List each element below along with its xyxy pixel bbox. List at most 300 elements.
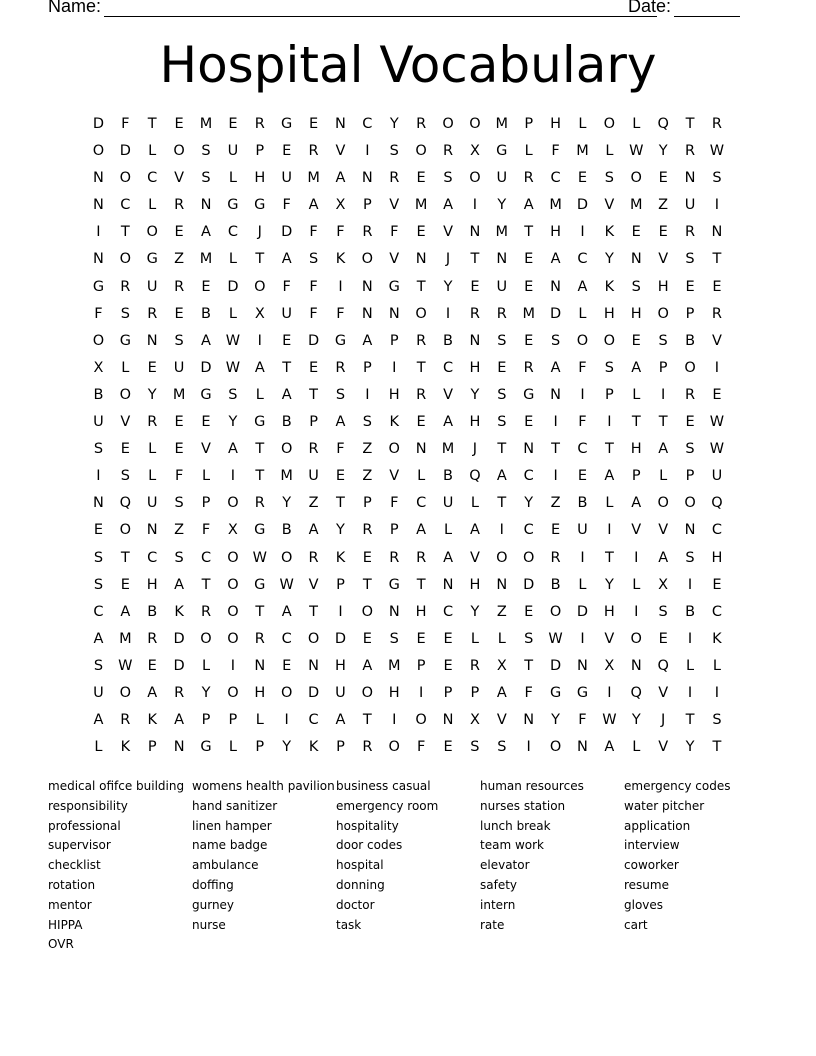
grid-letter: T [255,251,265,268]
grid-letter: E [147,359,157,376]
word-item: hospital [336,858,384,873]
grid-letter: F [282,278,291,295]
grid-letter: A [201,332,211,349]
word-item: doctor [336,897,375,912]
grid-letter: F [309,305,318,322]
grid-letter: U [496,170,508,187]
grid-letter: M [119,630,132,647]
grid-letter: E [416,630,426,647]
word-list [48,777,768,955]
word-item: supervisor [48,838,111,853]
grid-letter: I [687,630,693,647]
grid-letter: V [389,197,400,214]
grid-letter: I [499,522,504,539]
grid-letter: T [631,414,641,431]
word-item: OVR [48,937,74,952]
grid-letter: L [228,739,237,756]
grid-letter: A [147,684,158,701]
grid-row [85,382,730,409]
grid-letter: V [443,386,453,403]
grid-letter: M [199,251,213,268]
grid-letter: E [577,170,588,187]
grid-letter: S [497,414,507,431]
grid-letter: P [255,143,265,160]
grid-row [85,328,730,355]
grid-letter: F [201,522,211,539]
grid-letter: L [605,495,614,512]
grid-letter: R [711,116,722,132]
grid-letter: S [470,739,480,756]
grid-letter: C [711,603,722,620]
grid-letter: T [604,441,614,458]
grid-letter: F [390,495,399,512]
grid-letter: T [282,359,292,376]
grid-letter: C [200,549,212,566]
grid-letter: B [281,522,292,539]
grid-letter: Y [524,495,534,512]
grid-letter: L [632,386,641,403]
grid-letter: C [416,495,427,512]
grid-letter: N [684,522,696,539]
grid-letter: T [255,603,265,620]
grid-letter: P [362,359,372,376]
grid-letter: R [416,116,427,132]
grid-letter: S [389,143,399,160]
grid-letter: Y [497,197,507,214]
grid-letter: I [553,414,558,431]
grid-letter: U [227,143,239,160]
grid-letter: I [445,305,451,322]
grid-letter: N [93,197,104,214]
grid-letter: O [280,684,293,701]
grid-letter: G [146,251,158,268]
word-item: elevator [480,858,530,873]
grid-letter: R [147,305,158,322]
grid-letter: L [228,251,237,268]
grid-letter: S [712,170,722,187]
grid-letter: E [174,305,184,322]
grid-letter: A [335,414,346,431]
grid-letter: F [94,305,103,322]
grid-letter: S [201,143,211,160]
grid-letter: C [362,116,373,132]
grid-letter: B [577,495,588,512]
grid-letter: O [361,251,374,268]
word-item: water pitcher [624,798,705,813]
grid-letter: F [309,224,318,241]
grid-letter: S [604,170,614,187]
grid-letter: L [470,495,479,512]
grid-letter: C [93,603,104,620]
grid-letter: H [254,684,266,701]
word-item: application [624,818,691,833]
grid-letter: B [443,468,453,485]
grid-letter: D [307,684,320,701]
grid-letter: T [524,657,534,674]
grid-letter: Y [470,603,480,620]
grid-letter: N [684,170,696,187]
grid-letter: S [308,251,319,268]
grid-row [85,409,730,436]
grid-letter: R [254,495,265,512]
grid-letter: M [522,305,535,322]
grid-letter: R [711,305,722,322]
grid-row [85,599,730,626]
grid-letter: T [685,116,695,132]
grid-letter: X [469,712,480,729]
grid-letter: S [362,414,372,431]
name-label: Name: [48,0,102,16]
grid-letter: Y [147,386,157,403]
word-item: gurney [192,897,235,912]
grid-letter: L [417,468,426,485]
grid-letter: E [120,576,130,593]
grid-letter: O [119,386,132,403]
grid-letter: B [147,603,158,620]
grid-letter: T [255,468,265,485]
grid-letter: O [469,170,481,187]
grid-letter: I [365,386,370,403]
grid-letter: O [119,522,132,539]
grid-letter: H [711,549,723,566]
word-item: intern [480,897,516,912]
grid-letter: V [469,549,480,566]
grid-letter: T [201,576,211,593]
grid-letter: A [550,251,561,268]
grid-row [85,626,730,653]
grid-letter: V [604,630,615,647]
grid-letter: W [279,576,294,593]
grid-letter: M [549,197,562,214]
grid-letter: T [120,224,130,241]
grid-letter: A [362,657,373,674]
grid-letter: I [553,468,558,485]
grid-letter: L [255,712,264,729]
grid-letter: G [254,576,266,593]
grid-letter: N [335,116,346,132]
grid-letter: I [607,684,612,701]
grid-letter: A [227,441,238,458]
grid-letter: I [96,224,101,241]
grid-letter: U [442,495,454,512]
grid-letter: A [496,468,507,485]
grid-letter: Y [201,684,211,701]
grid-letter: A [604,739,615,756]
word-item: responsibility [48,798,128,813]
word-item: nurses station [480,798,566,813]
grid-letter: N [496,251,508,268]
grid-letter: Y [282,739,292,756]
grid-letter: G [200,739,212,756]
grid-letter: A [577,278,588,295]
grid-letter: A [443,414,453,431]
grid-letter: D [523,576,535,593]
grid-letter: E [362,549,372,566]
grid-letter: V [174,170,185,187]
grid-letter: N [630,251,642,268]
grid-letter: P [362,197,372,214]
grid-letter: R [308,143,319,160]
grid-letter: K [174,603,184,620]
grid-letter: F [174,468,184,485]
grid-letter: I [687,684,693,701]
grid-letter: H [550,116,562,132]
grid-letter: P [416,657,426,674]
grid-letter: T [712,739,722,756]
grid-letter: L [497,630,506,647]
grid-letter: A [120,603,131,620]
grid-letter: B [93,386,104,403]
grid-letter: U [173,359,185,376]
grid-letter: E [497,359,507,376]
grid-letter: C [577,441,588,458]
grid-letter: I [257,332,262,349]
grid-letter: A [281,386,292,403]
grid-letter: N [711,224,723,241]
date-field[interactable] [674,0,740,17]
grid-letter: S [443,170,453,187]
grid-letter: I [607,414,612,431]
grid-letter: S [335,386,346,403]
grid-letter: M [495,224,509,241]
grid-letter: R [416,549,427,566]
grid-letter: V [658,251,669,268]
grid-letter: E [524,251,534,268]
grid-letter: N [93,251,104,268]
grid-letter: F [578,712,587,729]
grid-letter: M [172,386,186,403]
word-item: emergency room [336,798,439,813]
word-item: interview [624,838,680,853]
grid-letter: A [335,712,346,729]
grid-letter: J [472,441,478,458]
grid-letter: L [632,739,641,756]
grid-letter: G [576,684,589,701]
grid-letter: B [685,332,696,349]
grid-letter: I [580,224,585,241]
grid-letter: O [173,143,185,160]
grid-letter: M [307,170,320,187]
grid-letter: P [336,739,345,756]
grid-letter: O [280,441,293,458]
grid-letter: V [631,522,642,539]
grid-letter: T [470,251,480,268]
grid-letter: M [199,116,213,132]
grid-letter: E [551,522,561,539]
grid-letter: N [577,739,588,756]
grid-letter: F [336,305,345,322]
grid-letter: N [361,278,373,295]
word-item: door codes [336,838,403,853]
grid-letter: N [630,657,642,674]
grid-letter: O [630,630,642,647]
grid-letter: S [389,630,399,647]
grid-letter: F [524,684,533,701]
grid-letter: A [362,332,373,349]
grid-letter: W [548,630,563,647]
grid-letter: O [227,495,239,512]
grid-letter: O [684,359,696,376]
grid-letter: P [685,305,695,322]
word-item: rotation [48,877,96,892]
grid-letter: E [524,332,534,349]
grid-letter: R [362,522,373,539]
grid-row [85,192,730,219]
grid-letter: S [497,386,507,403]
grid-letter: M [576,143,589,160]
grid-letter: R [550,549,561,566]
grid-letter: C [442,359,454,376]
grid-letter: O [388,739,400,756]
grid-letter: N [523,441,535,458]
grid-letter: L [228,170,237,187]
grid-letter: S [658,332,668,349]
grid-letter: E [443,657,453,674]
grid-letter: P [443,684,453,701]
grid-row [85,653,730,680]
grid-letter: Y [443,278,453,295]
grid-letter: Z [308,495,319,512]
grid-letter: T [255,441,265,458]
grid-letter: P [658,359,668,376]
grid-letter: B [550,576,561,593]
grid-letter: U [281,305,292,322]
grid-letter: S [497,739,507,756]
grid-letter: R [174,197,185,214]
grid-letter: C [147,170,158,187]
name-field[interactable] [104,0,657,17]
grid-row [85,436,730,463]
grid-letter: J [257,224,262,241]
grid-letter: I [661,386,666,403]
grid-letter: U [281,170,292,187]
grid-letter: T [685,712,695,729]
grid-letter: A [523,197,534,214]
grid-letter: T [416,359,426,376]
grid-letter: N [415,441,427,458]
grid-letter: L [578,116,587,132]
grid-letter: P [309,414,318,431]
word-column [480,777,624,955]
grid-letter: N [388,305,400,322]
grid-letter: R [174,684,185,701]
grid-letter: O [415,712,427,729]
grid-letter: E [282,332,292,349]
word-item: resume [624,877,669,892]
grid-letter: N [469,332,481,349]
grid-letter: X [254,305,265,322]
grid-letter: A [496,684,507,701]
grid-letter: R [308,441,319,458]
grid-row [85,274,730,301]
grid-letter: I [634,549,639,566]
grid-letter: L [148,468,157,485]
grid-letter: S [604,359,614,376]
grid-letter: E [524,414,534,431]
grid-letter: A [416,522,427,539]
grid-letter: X [335,197,346,214]
grid-letter: K [604,278,615,295]
grid-letter: C [577,251,588,268]
grid-letter: N [442,576,454,593]
grid-letter: T [362,712,372,729]
grid-letter: D [173,657,185,674]
grid-letter: G [92,278,105,295]
grid-letter: O [361,603,374,620]
grid-letter: U [684,197,696,214]
grid-letter: O [280,549,293,566]
grid-letter: V [604,197,615,214]
word-item: name badge [192,838,268,853]
grid-letter: O [388,441,400,458]
grid-letter: X [604,657,615,674]
grid-letter: V [308,576,319,593]
word-item: cart [624,917,648,932]
grid-letter: N [523,712,535,729]
grid-letter: P [362,495,372,512]
grid-letter: O [469,116,481,132]
grid-letter: H [146,576,158,593]
grid-letter: P [201,712,211,729]
grid-letter: E [282,143,292,160]
grid-letter: L [632,576,641,593]
grid-letter: N [146,522,158,539]
grid-letter: N [200,197,212,214]
word-column [192,777,336,955]
grid-letter: A [281,251,292,268]
grid-letter: V [658,739,669,756]
grid-letter: H [550,224,562,241]
grid-letter: A [550,359,561,376]
grid-letter: G [388,576,400,593]
grid-letter: E [308,116,319,132]
grid-letter: S [685,441,695,458]
grid-letter: A [469,522,480,539]
grid-row [85,138,730,165]
grid-letter: R [523,170,534,187]
grid-letter: H [469,576,481,593]
grid-letter: E [443,630,453,647]
grid-letter: E [174,441,184,458]
grid-letter: R [469,657,480,674]
grid-letter: T [416,278,426,295]
grid-letter: G [254,522,266,539]
grid-letter: Y [336,522,345,539]
grid-letter: K [604,224,615,241]
grid-letter: G [254,414,266,431]
grid-letter: T [524,224,534,241]
grid-letter: E [147,657,157,674]
grid-letter: P [604,386,614,403]
word-item: hospitality [336,818,399,833]
grid-letter: N [442,712,454,729]
grid-letter: V [389,468,400,485]
grid-letter: K [147,712,157,729]
grid-letter: Q [657,116,669,132]
grid-letter: Z [550,495,561,512]
grid-letter: L [632,116,641,132]
grid-letter: C [227,224,238,241]
grid-letter: O [549,739,562,756]
grid-letter: L [228,305,237,322]
grid-letter: S [93,657,104,674]
grid-letter: N [496,576,508,593]
grid-letter: F [336,224,345,241]
grid-letter: D [307,332,320,349]
grid-letter: O [496,549,508,566]
grid-letter: R [335,359,346,376]
grid-letter: M [414,197,428,214]
